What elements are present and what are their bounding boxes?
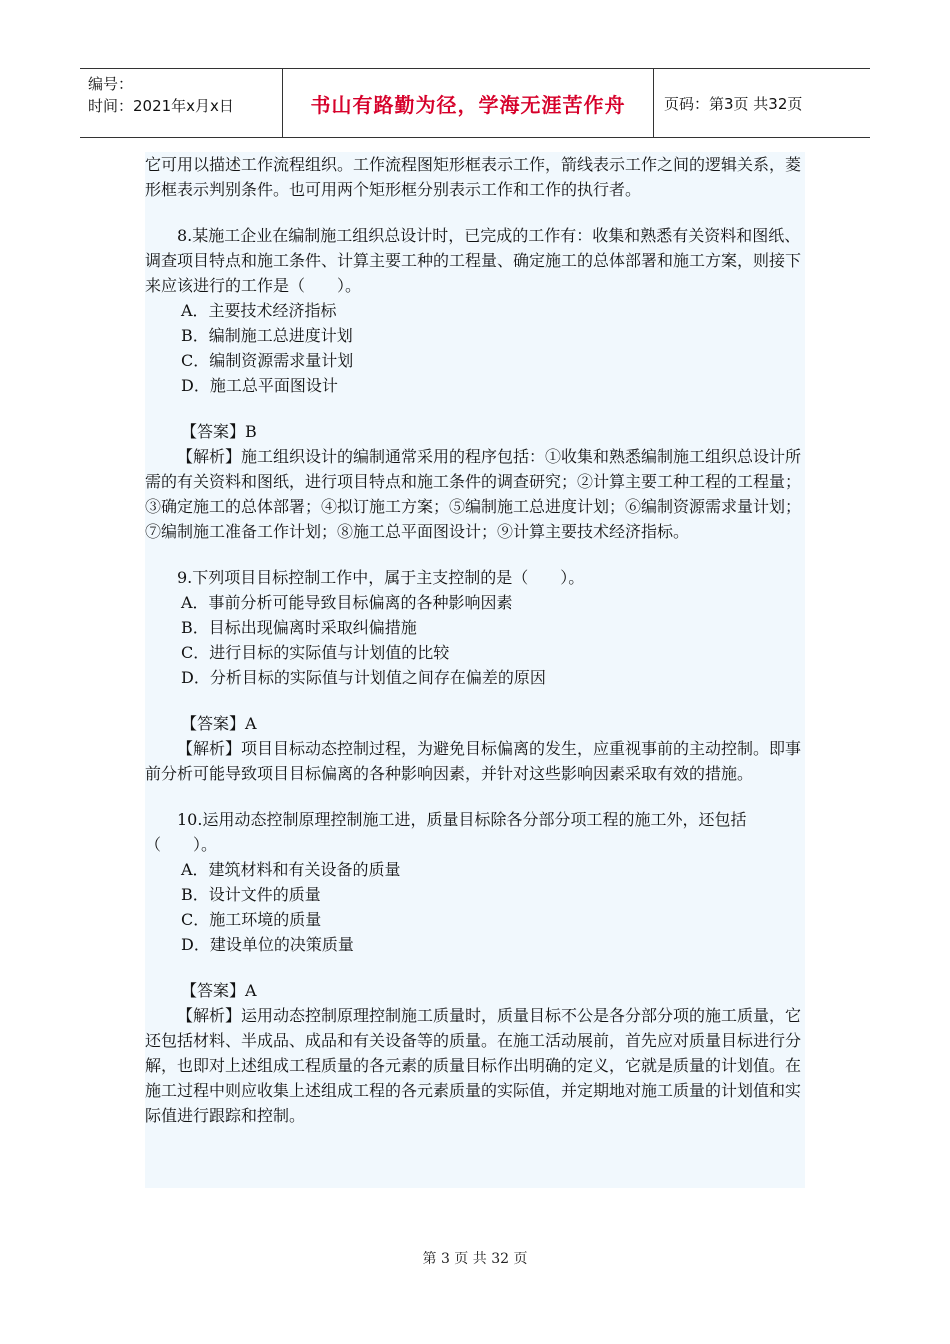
header-motto-cell [282, 69, 654, 137]
document-number-label: 编号： [88, 75, 134, 93]
analysis: 【解析】施工组织设计的编制通常采用的程序包括：①收集和熟悉编制施工组织总设计所需的有关资料和图纸，进行项目特点和施工条件的调查研究；②计算主要工种工程的工程量；③确定施工的总体部署；④拟订施工方案；⑤编制施工总进度计划；⑥编制资源需求量计划；⑦编制施工准备工作计划；⑧施工总平面图设计；⑨计算主要技术经济指标。 [145, 447, 802, 541]
answer: 【答案】A [181, 981, 257, 1000]
question-8 [145, 223, 805, 544]
header-meta [80, 69, 282, 137]
answer: 【答案】B [181, 422, 257, 441]
question-10 [145, 807, 805, 1128]
question-stem: 9.下列项目目标控制工作中，属于主支控制的是（ ）。 [177, 568, 585, 587]
question-9 [145, 565, 805, 786]
header-motto: 书山有路勤为径，学海无涯苦作舟 [310, 92, 626, 117]
question-stem: 10.运用动态控制原理控制施工进，质量目标除各分部分项工程的施工外，还包括（ ）。 [145, 810, 747, 854]
page-footer: 第 3 页 共 32 页 [422, 1251, 528, 1267]
option-a: A．主要技术经济指标 [181, 301, 337, 320]
option-b: B．设计文件的质量 [181, 885, 321, 904]
page-header [80, 68, 870, 138]
option-d: D．分析目标的实际值与计划值之间存在偏差的原因 [181, 668, 546, 687]
document-time-label: 时间：2021年x月x日 [88, 97, 234, 115]
option-c: C．施工环境的质量 [181, 910, 322, 929]
option-c: C．进行目标的实际值与计划值的比较 [181, 643, 450, 662]
answer: 【答案】A [181, 714, 257, 733]
option-b: B．编制施工总进度计划 [181, 326, 353, 345]
document-body [145, 152, 805, 1188]
option-a: A．事前分析可能导致目标偏离的各种影响因素 [181, 593, 513, 612]
option-d: D．施工总平面图设计 [181, 376, 338, 395]
option-b: B．目标出现偏离时采取纠偏措施 [181, 618, 417, 637]
option-a: A．建筑材料和有关设备的质量 [181, 860, 401, 879]
analysis: 【解析】项目目标动态控制过程，为避免目标偏离的发生，应重视事前的主动控制。即事前分析可能导致项目目标偏离的各种影响因素，并针对这些影响因素采取有效的措施。 [145, 739, 802, 783]
option-d: D．建设单位的决策质量 [181, 935, 354, 954]
intro-paragraph: 它可用以描述工作流程组织。工作流程图矩形框表示工作，箭线表示工作之间的逻辑关系，菱形框表示判别条件。也可用两个矩形框分别表示工作和工作的执行者。 [145, 155, 802, 199]
option-c: C．编制资源需求量计划 [181, 351, 354, 370]
header-page-info: 页码：第3页 共32页 [664, 94, 803, 113]
analysis: 【解析】运用动态控制原理控制施工质量时，质量目标不公是各分部分项的施工质量，它还包括材料、半成品、成品和有关设备等的质量。在施工活动展前，首先应对质量目标进行分解，也即对上述组成工程质量的各元素的质量目标作出明确的定义，它就是质量的计划值。在施工过程中则应收集上述组成工程的各元素质量的实际值，并定期地对施工质量的计划值和实际值进行跟踪和控制。 [145, 1006, 802, 1125]
header-page-cell [654, 69, 870, 137]
question-stem: 8.某施工企业在编制施工组织总设计时，已完成的工作有：收集和熟悉有关资料和图纸、调查项目特点和施工条件、计算主要工种的工程量、确定施工的总体部署和施工方案，则接下来应该进行的工作是（ ）。 [145, 226, 802, 295]
